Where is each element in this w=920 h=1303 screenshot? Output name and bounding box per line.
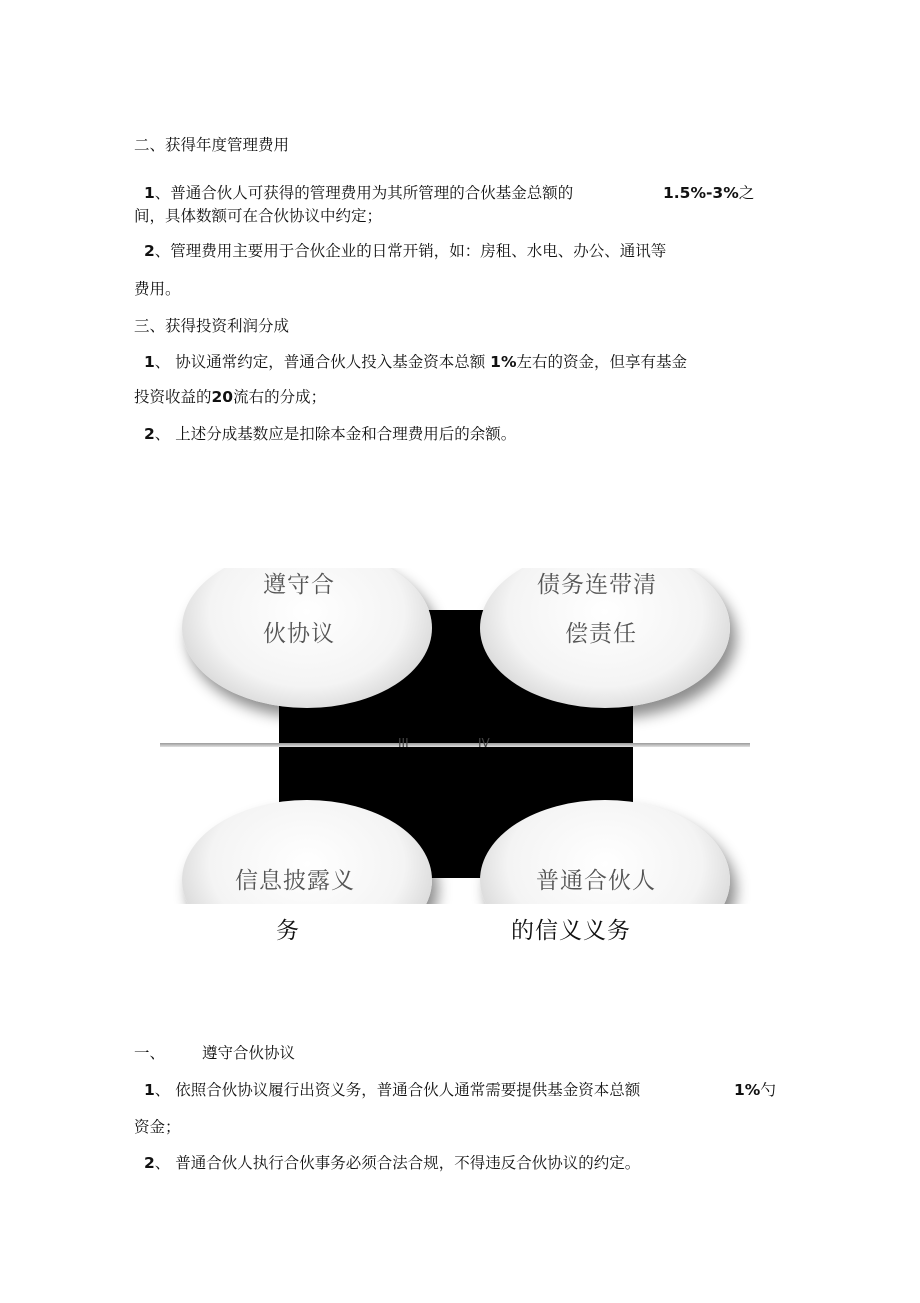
item-text: 、 上述分成基数应是扣除本金和合理费用后的余额。 bbox=[154, 425, 517, 443]
bubble-tr-line1: 债务连带清 bbox=[537, 572, 657, 598]
section2-heading: 二、获得年度管理费用 bbox=[134, 136, 290, 154]
section3-heading: 三、获得投资利润分成 bbox=[134, 317, 290, 335]
item-text: 之 bbox=[738, 184, 755, 202]
item-text: 、 普通合伙人执行合伙事务必须合法合规，不得违反合伙协议的约定。 bbox=[154, 1154, 641, 1172]
item-number: 2 bbox=[144, 242, 155, 260]
section1-item1-line1 bbox=[144, 1080, 640, 1100]
section2-item1-pct bbox=[663, 183, 754, 203]
section3-item1-line1 bbox=[144, 352, 687, 372]
section2-item1-line1 bbox=[144, 183, 573, 203]
bubble-tl-line1: 遵守合 bbox=[263, 572, 335, 598]
percent-value: 1% bbox=[734, 1081, 761, 1099]
item-text: 左右的资金，但享有基金 bbox=[516, 353, 687, 371]
item-text: 、管理费用主要用于合伙企业的日常开销，如：房租、水电、办公、通讯等 bbox=[154, 242, 667, 260]
percent-value: 20 bbox=[211, 388, 234, 406]
percent-value: 1.5%-3% bbox=[663, 184, 739, 202]
item-text: 投资收益的 bbox=[134, 388, 212, 406]
item-text: 、 协议通常约定，普通合伙人投入基金资本总额 bbox=[154, 353, 491, 371]
bubble-bl-caption: 务 bbox=[276, 918, 300, 944]
item-text: 流右的分成； bbox=[233, 388, 327, 406]
bubble-tr-line2: 偿责任 bbox=[565, 621, 637, 647]
bubble-bl-line1: 信息披露义 bbox=[235, 868, 355, 894]
section3-item1-line2 bbox=[134, 387, 326, 407]
bubble-br-caption: 的信义义务 bbox=[511, 918, 631, 944]
bubble-tl-line2: 伙协议 bbox=[263, 621, 335, 647]
item-number: 2 bbox=[144, 1154, 155, 1172]
item-number: 1 bbox=[144, 184, 155, 202]
section2-item2-line2: 费用。 bbox=[134, 280, 181, 298]
section1-heading-num: 一、 bbox=[134, 1044, 166, 1062]
section1-item1-line2: 资金； bbox=[134, 1118, 181, 1136]
item-text: 、 依照合伙协议履行出资义务，普通合伙人通常需要提供基金资本总额 bbox=[154, 1081, 641, 1099]
gp-obligations-diagram bbox=[160, 568, 752, 904]
item-number: 1 bbox=[144, 353, 155, 371]
section2-item2-line1 bbox=[144, 241, 666, 261]
bubble-br-line1: 普通合伙人 bbox=[536, 868, 656, 894]
section2-item1-line2: 间，具体数额可在合伙协议中约定； bbox=[134, 207, 383, 225]
item-number: 1 bbox=[144, 1081, 155, 1099]
section3-item2 bbox=[144, 424, 516, 444]
section1-item2 bbox=[144, 1153, 640, 1173]
center-mark-iv: IV bbox=[478, 736, 490, 750]
section1-item1-pct bbox=[734, 1080, 776, 1100]
item-text: 勺 bbox=[760, 1081, 776, 1099]
section1-heading: 遵守合伙协议 bbox=[202, 1044, 296, 1062]
item-text: 、普通合伙人可获得的管理费用为其所管理的合伙基金总额的 bbox=[154, 184, 574, 202]
percent-value: 1% bbox=[490, 353, 517, 371]
divider-line bbox=[160, 743, 750, 747]
item-number: 2 bbox=[144, 425, 155, 443]
center-mark-iii: III bbox=[398, 736, 409, 750]
